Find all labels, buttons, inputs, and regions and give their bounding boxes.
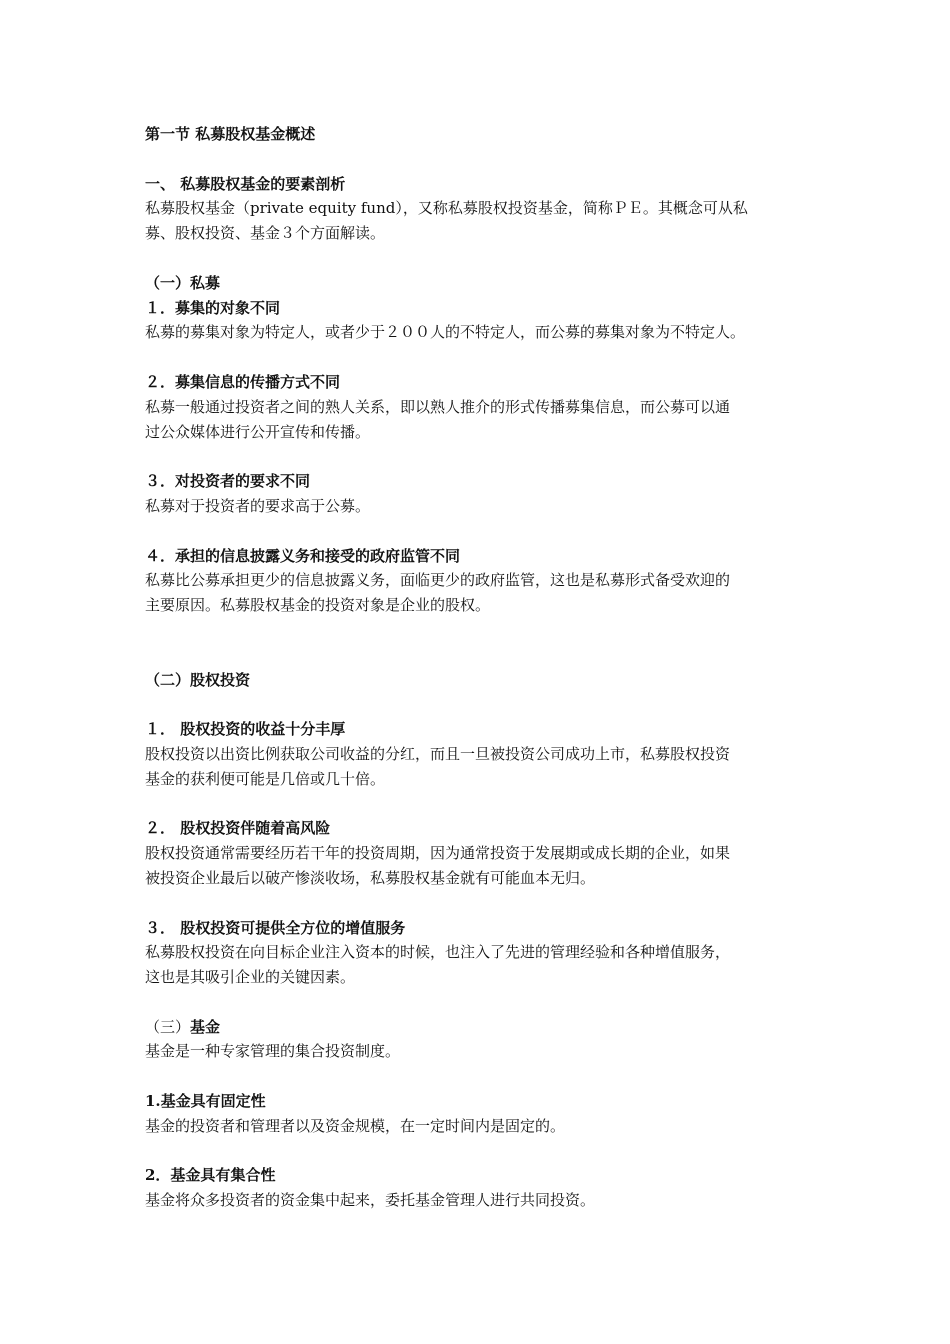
ei-item-3-title: ３． 股权投资可提供全方位的增值服务	[145, 918, 406, 937]
ei-item-2-line-1: 股权投资通常需要经历若干年的投资周期，因为通常投资于发展期或成长期的企业，如果	[145, 844, 731, 863]
fund-item-1-title: 1.基金具有固定性	[145, 1092, 266, 1111]
spacer	[145, 990, 815, 1015]
fund-item-1-line-1: 基金的投资者和管理者以及资金规模，在一定时间内是固定的。	[145, 1116, 566, 1135]
pp-item-2-line-2: 过公众媒体进行公开宣传和传播。	[145, 422, 371, 441]
spacer	[145, 1139, 815, 1164]
pp-item-3-title: ３．对投资者的要求不同	[145, 472, 311, 491]
fund-item-2-line-1: 基金将众多投资者的资金集中起来，委托基金管理人进行共同投资。	[145, 1191, 596, 1210]
section-title: 第一节 私募股权基金概述	[145, 125, 316, 143]
pp-item-4-line-1: 私募比公募承担更少的信息披露义务，面临更少的政府监管，这也是私募形式备受欢迎的	[145, 571, 731, 590]
pp-item-4-title: ４．承担的信息披露义务和接受的政府监管不同	[145, 546, 461, 565]
part1-intro-line-2: 募、股权投资、基金３个方面解读。	[145, 224, 386, 243]
spacer	[145, 1064, 815, 1089]
pp-item-2-title: ２．募集信息的传播方式不同	[145, 372, 341, 391]
ei-item-1-title: １． 股权投资的收益十分丰厚	[145, 720, 346, 739]
ei-item-1-line-2: 基金的获利便可能是几倍或几十倍。	[145, 769, 386, 788]
fund-heading	[145, 1015, 815, 1040]
spacer	[145, 692, 815, 717]
ei-item-3-line-1: 私募股权投资在向目标企业注入资本的时候，也注入了先进的管理经验和各种增值服务，	[145, 943, 731, 962]
spacer	[145, 246, 815, 271]
fund-heading-prefix: （三）	[145, 1017, 191, 1036]
spacer	[145, 444, 815, 469]
fund-intro: 基金是一种专家管理的集合投资制度。	[145, 1042, 401, 1061]
document-page	[145, 122, 815, 1213]
part1-intro-line-1: 私募股权基金（private equity fund），又称私募股权投资基金，简称ＰＥ。其概念可从私	[145, 199, 748, 218]
fund-heading-text: 基金	[190, 1017, 221, 1036]
pp-item-3-line-1: 私募对于投资者的要求高于公募。	[145, 496, 371, 515]
spacer	[145, 891, 815, 916]
pp-item-1-title: １．募集的对象不同	[145, 298, 281, 317]
pp-item-4-line-2: 主要原因。私募股权基金的投资对象是企业的股权。	[145, 596, 491, 615]
private-placement-heading: （一）私募	[145, 273, 221, 292]
equity-investment-heading: （二）股权投资	[145, 670, 251, 689]
spacer	[145, 519, 815, 544]
pp-item-1-line-1: 私募的募集对象为特定人，或者少于２００人的不特定人，而公募的募集对象为不特定人。	[145, 323, 746, 342]
ei-item-2-line-2: 被投资企业最后以破产惨淡收场，私募股权基金就有可能血本无归。	[145, 868, 596, 887]
part1-heading: 一、 私募股权基金的要素剖析	[145, 174, 346, 193]
ei-item-3-line-2: 这也是其吸引企业的关键因素。	[145, 968, 356, 987]
spacer	[145, 618, 815, 668]
fund-item-2-title: 2．基金具有集合性	[145, 1166, 276, 1185]
spacer	[145, 147, 815, 172]
pp-item-2-line-1: 私募一般通过投资者之间的熟人关系，即以熟人推介的形式传播募集信息，而公募可以通	[145, 397, 731, 416]
spacer	[145, 792, 815, 817]
spacer	[145, 345, 815, 370]
ei-item-1-line-1: 股权投资以出资比例获取公司收益的分红，而且一旦被投资公司成功上市，私募股权投资	[145, 744, 731, 763]
ei-item-2-title: ２． 股权投资伴随着高风险	[145, 819, 331, 838]
